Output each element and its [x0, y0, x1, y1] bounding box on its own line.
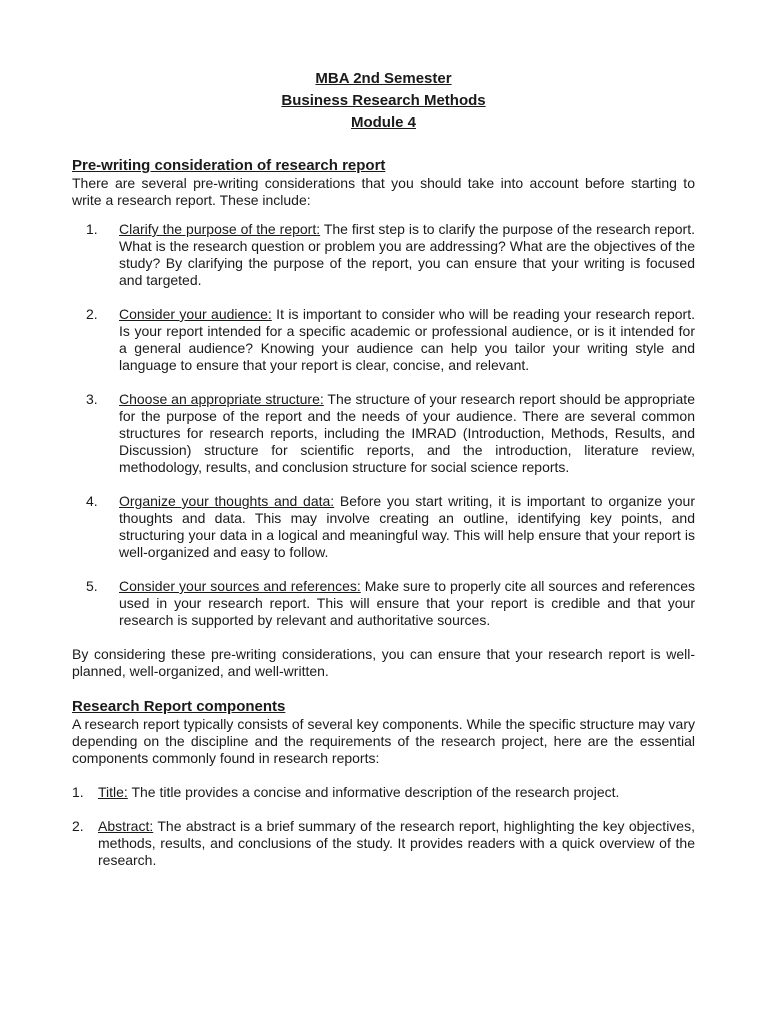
list-item-number: 1.	[72, 784, 84, 800]
section1-intro: There are several pre-writing considerations that you should take into account before starting to write a research report. These include:	[72, 175, 695, 208]
header-course: Business Research Methods	[281, 92, 486, 109]
section2-list	[72, 784, 695, 869]
list-item-term: Consider your audience:	[119, 306, 272, 322]
list-item	[72, 578, 695, 629]
section1-title: Pre-writing consideration of research report	[72, 157, 386, 174]
header-semester: MBA 2nd Semester	[315, 70, 452, 87]
list-item-text: It is important to consider who will be reading your research report. Is your report intended for a specific academic or professional audience, or is it intended for a general audience? Knowing your audience can help you tailor your writing style and language to ensure that your report is clear, concise, and relevant.	[119, 306, 695, 373]
list-item	[72, 818, 695, 869]
list-item-number: 3.	[86, 391, 98, 407]
list-item-number: 2.	[72, 818, 84, 834]
list-item	[72, 391, 695, 476]
list-item-term: Consider your sources and references:	[119, 578, 361, 594]
list-item-term: Clarify the purpose of the report:	[119, 221, 321, 237]
list-item-term: Abstract:	[98, 818, 154, 834]
list-item-number: 4.	[86, 493, 98, 509]
list-item-text: Before you start writing, it is important to organize your thoughts and data. This may involve creating an outline, identifying key points, and structuring your data in a logical and meaningful way. This will help ensure that your report is well-organized and easy to follow.	[119, 493, 695, 560]
list-item	[72, 221, 695, 289]
section2-title: Research Report components	[72, 698, 286, 715]
section1-list	[72, 221, 695, 629]
document-header	[72, 68, 695, 134]
list-item-number: 5.	[86, 578, 98, 594]
list-item-term: Organize your thoughts and data:	[119, 493, 335, 509]
list-item	[72, 493, 695, 561]
list-item-term: Choose an appropriate structure:	[119, 391, 324, 407]
header-module: Module 4	[350, 114, 416, 131]
section1-closing: By considering these pre-writing considerations, you can ensure that your research report is well-planned, well-organized, and well-written.	[72, 646, 695, 679]
list-item-text: The abstract is a brief summary of the research report, highlighting the key objectives, methods, results, and conclusions of the study. It provides readers with a quick overview of the research.	[98, 818, 695, 868]
list-item-text: Make sure to properly cite all sources and references used in your research report. This will ensure that your report is credible and that your research is supported by relevant and authoritative sources.	[119, 578, 696, 628]
list-item-text: The first step is to clarify the purpose of the research report. What is the research question or problem you are addressing? What are the objectives of the study? By clarifying the purpose of the report, you can ensure that your writing is focused and targeted.	[119, 221, 695, 288]
section2-intro: A research report typically consists of several key components. While the specific structure may vary depending on the discipline and the requirements of the research project, here are the essential components commonly found in research reports:	[72, 716, 695, 766]
list-item-number: 2.	[86, 306, 98, 322]
list-item-number: 1.	[86, 221, 98, 237]
document-page	[72, 68, 695, 886]
list-item	[72, 784, 695, 801]
list-item-text: The title provides a concise and informative description of the research project.	[127, 784, 620, 800]
list-item	[72, 306, 695, 374]
list-item-text: The structure of your research report should be appropriate for the purpose of the report and the needs of your audience. There are several common structures for research reports, including the IMRAD (Introduction, Methods, Results, and Discussion) structure for scientific reports, and the introduction, literature review, methodology, results, and conclusion structure for social science reports.	[119, 391, 695, 475]
list-item-term: Title:	[98, 784, 128, 800]
